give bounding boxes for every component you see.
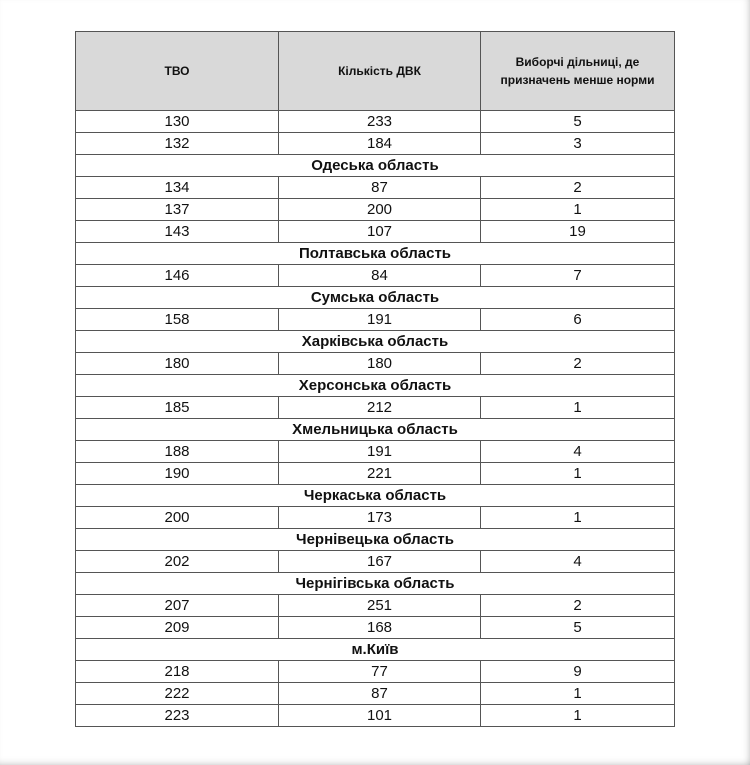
understaffed-stations-cell: 9: [481, 661, 675, 683]
table-row: [76, 199, 675, 221]
district-cell: 190: [76, 463, 279, 485]
district-cell: 222: [76, 683, 279, 705]
table-row: [76, 221, 675, 243]
commission-count-cell: 173: [279, 507, 481, 529]
table-row: [76, 265, 675, 287]
understaffed-stations-cell: 7: [481, 265, 675, 287]
region-row: [76, 639, 675, 661]
district-cell: 185: [76, 397, 279, 419]
understaffed-stations-cell: 5: [481, 111, 675, 133]
table-body: [76, 111, 675, 727]
region-label: Херсонська область: [76, 375, 675, 397]
table-row: [76, 309, 675, 331]
commission-count-cell: 221: [279, 463, 481, 485]
header-commission-count: Кількість ДВК: [279, 32, 481, 111]
commission-count-cell: 101: [279, 705, 481, 727]
commission-count-cell: 251: [279, 595, 481, 617]
district-cell: 202: [76, 551, 279, 573]
region-row: [76, 419, 675, 441]
region-row: [76, 331, 675, 353]
region-label: Чернігівська область: [76, 573, 675, 595]
region-row: [76, 287, 675, 309]
commission-count-cell: 184: [279, 133, 481, 155]
commission-count-cell: 84: [279, 265, 481, 287]
district-cell: 180: [76, 353, 279, 375]
commission-count-cell: 87: [279, 683, 481, 705]
table-row: [76, 617, 675, 639]
commission-count-cell: 191: [279, 309, 481, 331]
understaffed-stations-cell: 2: [481, 595, 675, 617]
understaffed-stations-cell: 1: [481, 397, 675, 419]
district-cell: 146: [76, 265, 279, 287]
table-row: [76, 551, 675, 573]
district-cell: 200: [76, 507, 279, 529]
understaffed-stations-cell: 4: [481, 551, 675, 573]
commission-count-cell: 107: [279, 221, 481, 243]
commission-count-cell: 77: [279, 661, 481, 683]
header-row: [76, 32, 675, 111]
district-cell: 130: [76, 111, 279, 133]
understaffed-stations-cell: 5: [481, 617, 675, 639]
table-row: [76, 177, 675, 199]
understaffed-stations-cell: 4: [481, 441, 675, 463]
region-label: Полтавська область: [76, 243, 675, 265]
understaffed-stations-cell: 3: [481, 133, 675, 155]
header-understaffed-stations: Виборчі дільниці, де призначень менше норми: [481, 32, 675, 111]
district-cell: 209: [76, 617, 279, 639]
table-row: [76, 133, 675, 155]
region-row: [76, 155, 675, 177]
commission-count-cell: 233: [279, 111, 481, 133]
district-cell: 143: [76, 221, 279, 243]
district-cell: 218: [76, 661, 279, 683]
commission-count-cell: 180: [279, 353, 481, 375]
region-label: Хмельницька область: [76, 419, 675, 441]
understaffed-stations-cell: 2: [481, 353, 675, 375]
understaffed-stations-cell: 1: [481, 705, 675, 727]
table-row: [76, 441, 675, 463]
table-row: [76, 397, 675, 419]
commission-count-cell: 212: [279, 397, 481, 419]
understaffed-stations-cell: 6: [481, 309, 675, 331]
region-row: [76, 375, 675, 397]
table-row: [76, 705, 675, 727]
table-row: [76, 595, 675, 617]
understaffed-stations-cell: 1: [481, 683, 675, 705]
district-cell: 207: [76, 595, 279, 617]
table-row: [76, 683, 675, 705]
region-row: [76, 529, 675, 551]
commission-count-cell: 87: [279, 177, 481, 199]
understaffed-stations-cell: 2: [481, 177, 675, 199]
region-label: Харківська область: [76, 331, 675, 353]
district-cell: 132: [76, 133, 279, 155]
understaffed-stations-cell: 1: [481, 199, 675, 221]
region-row: [76, 485, 675, 507]
commission-count-cell: 200: [279, 199, 481, 221]
region-label: Сумська область: [76, 287, 675, 309]
commission-count-cell: 191: [279, 441, 481, 463]
header-district: ТВО: [76, 32, 279, 111]
table-row: [76, 353, 675, 375]
understaffed-stations-cell: 1: [481, 463, 675, 485]
region-label: Чернівецька область: [76, 529, 675, 551]
district-cell: 158: [76, 309, 279, 331]
region-label: м.Київ: [76, 639, 675, 661]
district-cell: 134: [76, 177, 279, 199]
district-cell: 137: [76, 199, 279, 221]
region-row: [76, 573, 675, 595]
table-header: [76, 32, 675, 111]
region-label: Черкаська область: [76, 485, 675, 507]
table-row: [76, 463, 675, 485]
table-row: [76, 661, 675, 683]
district-cell: 188: [76, 441, 279, 463]
region-label: Одеська область: [76, 155, 675, 177]
district-cell: 223: [76, 705, 279, 727]
table-row: [76, 111, 675, 133]
understaffed-stations-cell: 1: [481, 507, 675, 529]
table-row: [76, 507, 675, 529]
commission-count-cell: 167: [279, 551, 481, 573]
region-row: [76, 243, 675, 265]
district-commissions-table: [75, 31, 675, 727]
understaffed-stations-cell: 19: [481, 221, 675, 243]
commission-count-cell: 168: [279, 617, 481, 639]
